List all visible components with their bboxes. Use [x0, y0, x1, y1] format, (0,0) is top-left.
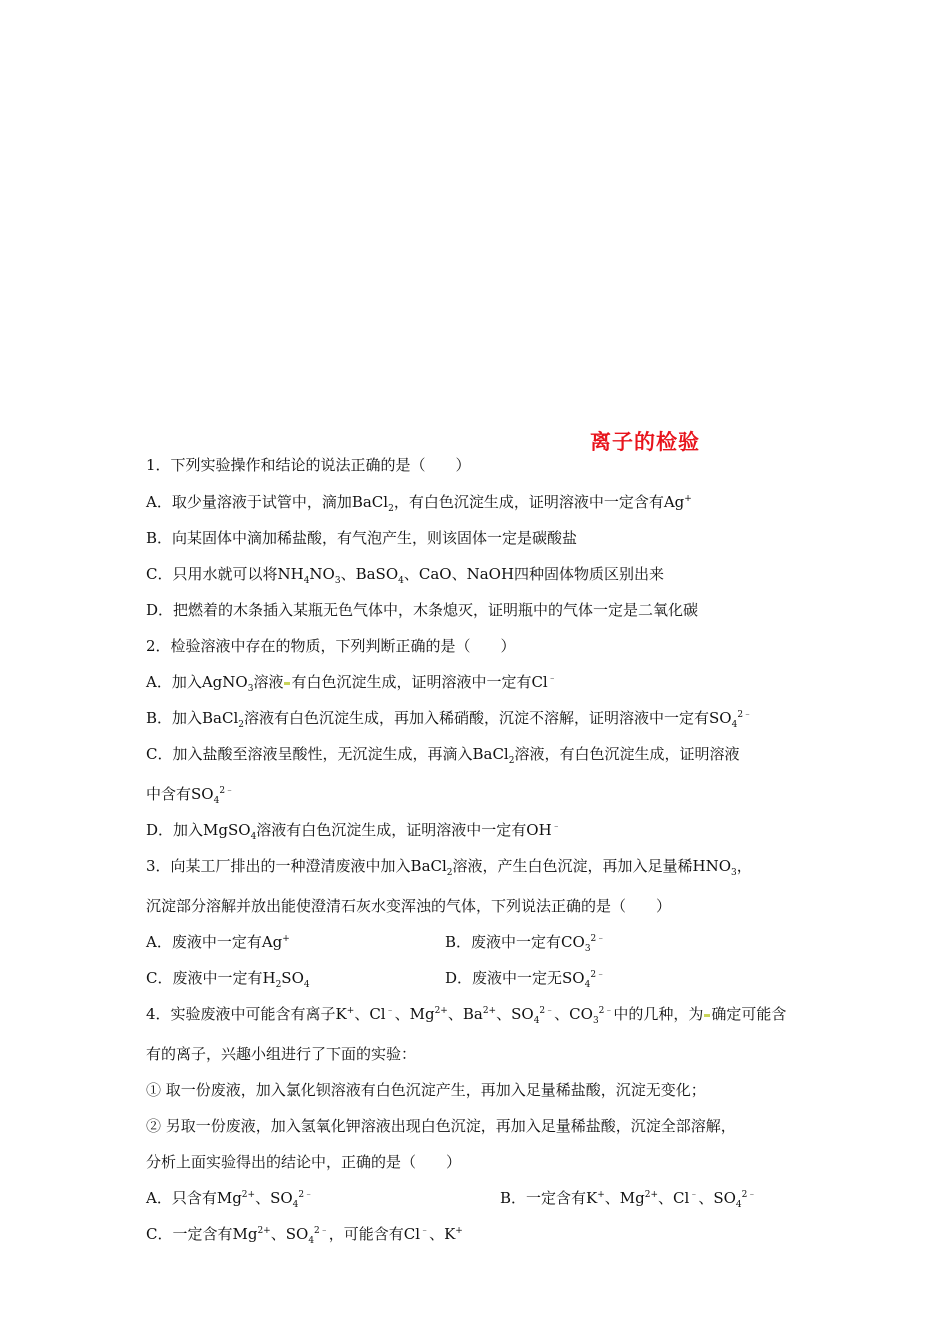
q4-step-1: ① 取一份废液，加入氯化钡溶液有白色沉淀产生，再加入足量稀盐酸，沉淀无变化； — [146, 1081, 706, 1099]
q1-option-b: B．向某固体中滴加稀盐酸，有气泡产生，则该固体一定是碳酸盐 — [146, 529, 578, 547]
q3-option-d: D．废液中一定无$SO_4^{2﹣}$ — [445, 969, 606, 990]
highlight-mark — [284, 682, 290, 685]
q4-question: 分析上面实验得出的结论中，正确的是（ ） — [146, 1153, 462, 1171]
q2-option-c: C．加入盐酸至溶液呈酸性，无沉淀生成，再滴入BaCl$_2$溶液，有白色沉淀生成，证明溶液 — [146, 745, 740, 766]
q3-stem: 3．向某工厂排出的一种澄清废液中加入BaCl$_2$溶液，产生白色沉淀，再加入足量稀$HNO_3$， — [146, 857, 752, 878]
q4-option-c: C．一定含有$Mg^{2+}$、$SO_4^{2﹣}$，可能含有Cl﹣、K+ — [146, 1225, 463, 1246]
q1-option-a: A．取少量溶液于试管中，滴加BaCl$_2$，有白色沉淀生成，证明溶液中一定含有Ag+ — [146, 493, 692, 514]
q4-option-a: A．只含有$Mg^{2+}$、$SO_4^{2﹣}$ — [146, 1189, 314, 1210]
q2-option-d: D．加入MgSO$_4$溶液有白色沉淀生成，证明溶液中一定有OH﹣ — [146, 821, 561, 842]
q1-option-c: C．只用水就可以将$NH_4NO_3$、BaSO$_4$、CaO、NaOH四种固体物质区别出来 — [146, 565, 665, 586]
q3-option-c: C．废液中一定有$H_2SO_4$ — [146, 969, 310, 990]
q4-option-b: B．一定含有K+、$Mg^{2+}$、Cl﹣、$SO_4^{2﹣}$ — [500, 1189, 757, 1210]
q2-option-a: A．加入AgNO$_3$溶液 有白色沉淀生成，证明溶液中一定有Cl﹣ — [146, 673, 557, 694]
q1-stem: 1．下列实验操作和结论的说法正确的是（ ） — [146, 456, 471, 474]
q3-option-b: B．废液中一定有$CO_3^{2﹣}$ — [445, 933, 606, 954]
q2-option-c-cont: 中含有$SO_4^{2﹣}$ — [146, 785, 235, 806]
q3-stem-cont: 沉淀部分溶解并放出能使澄清石灰水变浑浊的气体，下列说法正确的是（ ） — [146, 897, 672, 915]
q4-step-2: ② 另取一份废液，加入氢氧化钾溶液出现白色沉淀，再加入足量稀盐酸，沉淀全部溶解， — [146, 1117, 736, 1135]
q2-option-b: B．加入BaCl$_2$溶液有白色沉淀生成，再加入稀硝酸，沉淀不溶解，证明溶液中一定有$SO_4^{2﹣}$ — [146, 709, 753, 730]
q3-option-a: A．废液中一定有Ag+ — [146, 933, 290, 951]
q2-stem: 2．检验溶液中存在的物质，下列判断正确的是（ ） — [146, 637, 516, 655]
q4-stem: 4．实验废液中可能含有离子K+、Cl﹣、$Mg^{2+}$、$Ba^{2+}$、$SO_4^{2﹣}$、$CO_3^{2﹣}$中的几种，为 确定可能含 — [146, 1005, 787, 1026]
page-title: 离子的检验 — [590, 430, 700, 454]
highlight-mark — [704, 1014, 710, 1017]
q1-option-d: D．把燃着的木条插入某瓶无色气体中，木条熄灭，证明瓶中的气体一定是二氧化碳 — [146, 601, 699, 619]
q4-stem-cont: 有的离子，兴趣小组进行了下面的实验： — [146, 1045, 417, 1063]
